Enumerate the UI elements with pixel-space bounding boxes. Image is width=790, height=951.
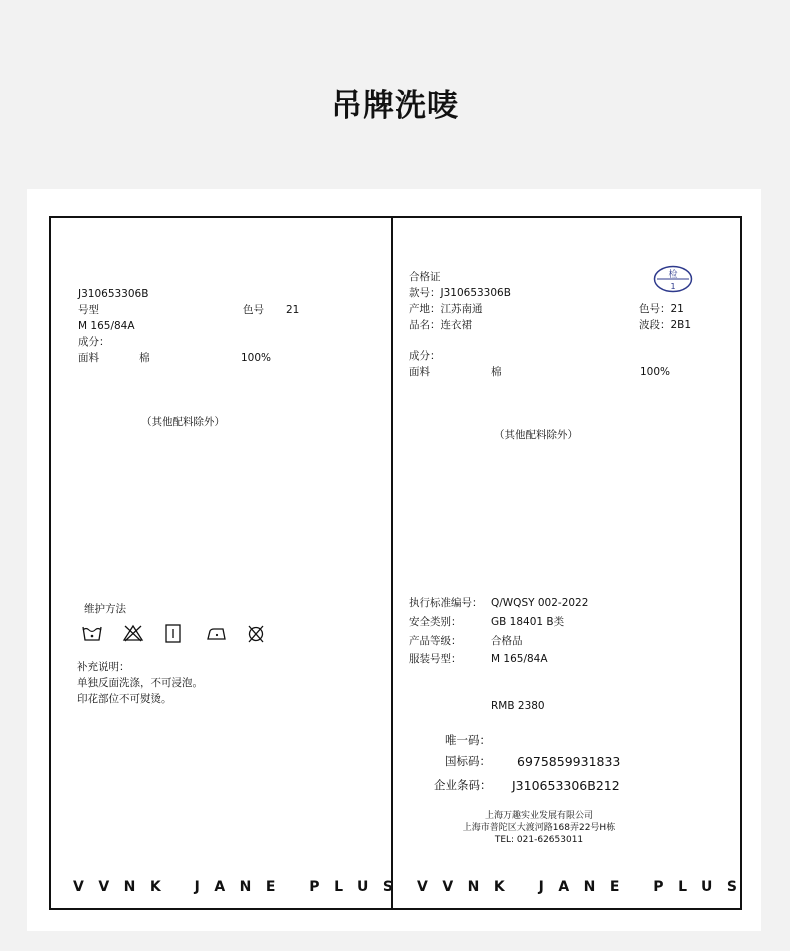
brand-logo-right: VVNK JANE PLUS xyxy=(417,879,752,895)
cert-size-label: 服装号型： xyxy=(409,653,462,665)
price: RMB 2380 xyxy=(491,700,545,712)
national-code-value: 6975859931833 xyxy=(517,754,621,769)
cert-size-value: M 165/84A xyxy=(491,653,548,665)
cert-composition-label: 成分： xyxy=(409,350,441,362)
size-label: 号型 xyxy=(78,304,99,316)
line-dry-icon xyxy=(164,624,182,644)
stamp-icon xyxy=(653,265,693,293)
notes-label: 补充说明： xyxy=(77,661,130,673)
fabric-material: 棉 xyxy=(139,352,150,364)
cert-exclusion-note: （其他配料除外） xyxy=(494,429,578,441)
safety-label: 安全类别： xyxy=(409,616,462,628)
cert-title: 合格证 xyxy=(409,271,441,283)
product-name: 品名：连衣裙 xyxy=(409,319,472,331)
size-value: M 165/84A xyxy=(78,320,135,332)
fabric-label: 面料 xyxy=(78,352,99,364)
no-bleach-icon xyxy=(122,624,144,642)
no-dry-clean-icon xyxy=(247,624,265,644)
origin: 产地：江苏南通 xyxy=(409,303,483,315)
page-title: 吊牌洗唛 xyxy=(331,88,459,124)
wash-30-icon xyxy=(82,623,102,643)
band: 波段：2B1 xyxy=(639,319,692,331)
standard-value: Q/WQSY 002-2022 xyxy=(491,597,589,609)
grade-value: 合格品 xyxy=(491,635,523,647)
company-name: 上海万趣实业发展有限公司 xyxy=(484,811,593,821)
national-code-label: 国标码： xyxy=(445,754,491,768)
cert-color: 色号：21 xyxy=(639,303,684,315)
cert-fabric-percent: 100% xyxy=(640,366,671,378)
grade-label: 产品等级： xyxy=(409,635,462,647)
style-number: J310653306B xyxy=(78,288,149,300)
company-address: 上海市普陀区大渡河路168弄22号H栋 xyxy=(462,823,616,833)
exclusion-note: （其他配料除外） xyxy=(141,416,225,428)
care-title: 维护方法 xyxy=(84,603,126,615)
color-value: 21 xyxy=(286,304,300,316)
fabric-percent: 100% xyxy=(241,352,272,364)
stamp-top-text: 检 xyxy=(668,270,678,280)
cert-fabric-material: 棉 xyxy=(491,366,502,378)
stamp-number: 1 xyxy=(670,282,676,291)
inspection-stamp xyxy=(653,265,693,297)
cert-fabric-label: 面料 xyxy=(409,366,430,378)
iron-low-icon xyxy=(206,626,228,642)
composition-label: 成分： xyxy=(78,336,110,348)
company-code-value: J310653306B212 xyxy=(512,778,620,793)
note-1: 单独反面洗涤，不可浸泡。 xyxy=(77,677,203,689)
cert-style-number: 款号：J310653306B xyxy=(409,287,511,299)
company-tel: TEL: 021-62653011 xyxy=(494,835,584,845)
brand-logo-left: VVNK JANE PLUS xyxy=(73,879,408,895)
safety-value: GB 18401 B类 xyxy=(491,616,565,628)
color-label: 色号 xyxy=(243,304,264,316)
note-2: 印花部位不可熨烫。 xyxy=(77,693,172,705)
unique-code-label: 唯一码： xyxy=(445,733,491,747)
standard-label: 执行标准编号： xyxy=(409,597,483,609)
company-code-label: 企业条码： xyxy=(434,778,492,792)
